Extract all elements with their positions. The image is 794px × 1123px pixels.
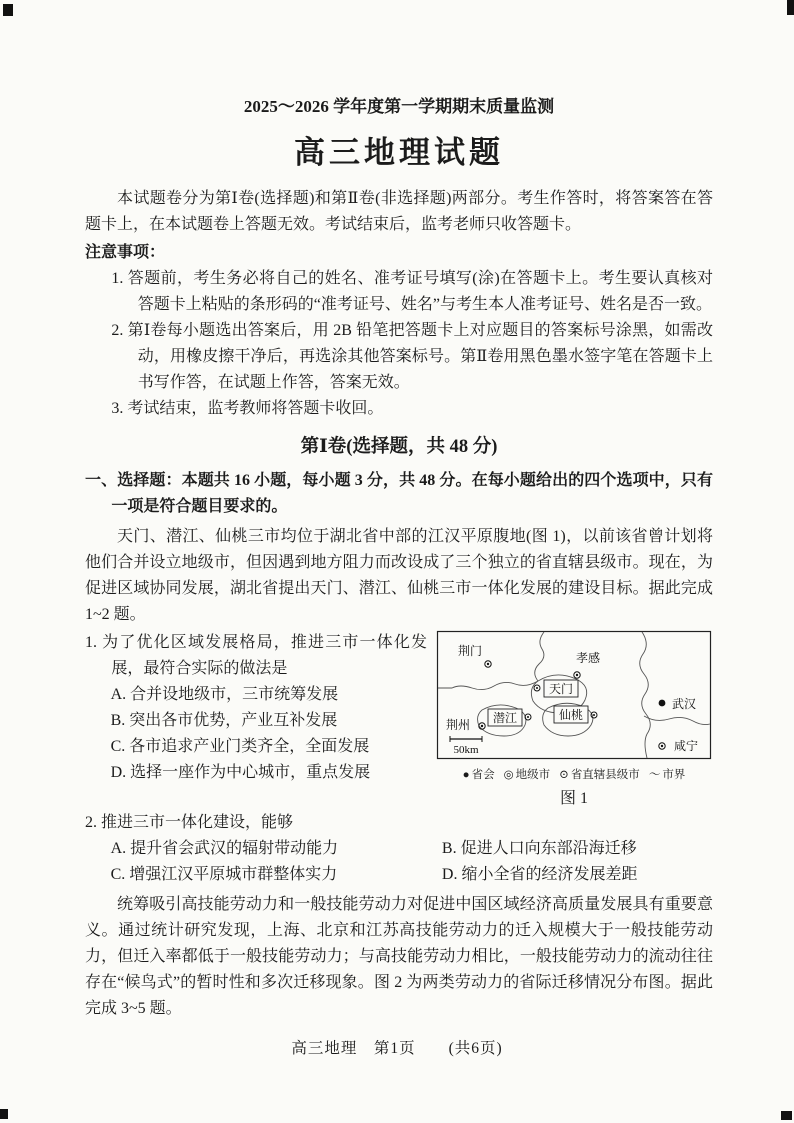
passage-1: 天门、潜江、仙桃三市均位于湖北省中部的江汉平原腹地(图 1)，以前该省曾计划将他们合并设立地级市，但因遇到地方阻力而改设成了三个独立的省直辖县级市。现在，为促进区域协同发展，湖北省提出天门、潜江、仙桃三市一体化发展的建设目标。据此完成 1~2 题。 (85, 528, 713, 623)
question2-option-c: C. 增强江汉平原城市群整体实力 (110, 866, 338, 883)
boundary-line (438, 681, 538, 690)
question1-option-b: B. 突出各市优势，产业互补发展 (110, 712, 338, 729)
jingzhou-label: 荆州 (445, 718, 471, 732)
note-item-2: 2. 第Ⅰ卷每小题选出答案后，用 2B 铅笔把答题卡上对应题目的答案标号涂黑，如需改动，用橡皮擦干净后，再选涂其他答案标号。第Ⅱ卷用黑色墨水签字笔在答题卡上书写作答，在试题上作答，答案无效。 (111, 322, 713, 391)
question2-stem: 2. 推进三市一体化建设，能够 (85, 814, 294, 831)
tianmen-label: 天门 (548, 682, 574, 696)
jingmen-label: 荆门 (457, 644, 483, 658)
hubei-map (436, 630, 712, 762)
figure1-caption: 图 1 (559, 790, 588, 807)
question1-option-c: C. 各市追求产业门类齐全，全面发展 (110, 738, 370, 755)
boundary-line (640, 632, 651, 758)
question2-option-a: A. 提升省会武汉的辐射带动能力 (110, 840, 339, 857)
xianning-city-marker (659, 743, 665, 749)
scan-artifact (781, 1111, 792, 1120)
legend-prefecture-city (504, 767, 551, 783)
page-title: 高三地理试题 (294, 135, 504, 170)
capital-icon: ● (462, 769, 470, 781)
legend-county-label: 省直辖县级市 (570, 769, 640, 781)
exam-session-title: 2025～2026 学年度第一学期期末质量监测 (243, 97, 555, 116)
qianjiang-label: 潜江 (492, 711, 518, 725)
xianning-label: 咸宁 (673, 739, 699, 753)
prefecture-city-icon: ◎ (503, 769, 514, 781)
question2-option-d: D. 缩小全省的经济发展差距 (441, 866, 638, 883)
boundary-line-icon: ～ (648, 769, 661, 781)
question1-stem: 1. 为了优化区域发展格局，推进三市一体化发展，最符合实际的做法是 (85, 634, 427, 677)
jingmen-city-marker (485, 661, 491, 667)
xiaogan-city-marker (574, 672, 580, 678)
scan-artifact (0, 1109, 8, 1119)
county-city-icon: ⊙ (559, 769, 569, 781)
scale-label: 50km (453, 744, 479, 756)
section1-instruction: 一、选择题：本题共 16 小题，每小题 3 分，共 48 分。在每小题给出的四个选项中，只有一项是符合题目要求的。 (85, 472, 713, 515)
boundary-line (644, 716, 710, 725)
legend-capital (463, 767, 495, 783)
figure-1 (435, 630, 713, 810)
boundary-line (535, 632, 544, 681)
legend-prefecture-label: 地级市 (515, 769, 551, 781)
section1-heading: 第Ⅰ卷(选择题，共 48 分) (300, 437, 498, 457)
page-footer: 高三地理 第1页 (共6页) (291, 1040, 503, 1057)
notes-heading: 注意事项： (85, 244, 166, 261)
question2-options (85, 836, 713, 888)
question2-option-b: B. 促进人口向东部沿海迁移 (441, 840, 637, 857)
intro-paragraph: 本试题卷分为第Ⅰ卷(选择题)和第Ⅱ卷(非选择题)两部分。考生作答时，将答案答在答题卡上，在本试题卷上答题无效。考试结束后，监考老师只收答题卡。 (85, 190, 713, 233)
wuhan-capital-marker (659, 700, 666, 707)
note-item-1: 1. 答题前，考生务必将自己的姓名、准考证号填写(涂)在答题卡上。考生要认真核对答题卡上粘贴的条形码的“准考证号、姓名”与考生本人准考证号、姓名是否一致。 (111, 270, 713, 313)
xiaogan-label: 孝感 (575, 651, 601, 665)
wuhan-label: 武汉 (671, 697, 697, 711)
legend-boundary (649, 767, 686, 783)
xiantao-label: 仙桃 (558, 708, 584, 722)
question-1 (85, 630, 427, 810)
jingzhou-city-marker (479, 723, 485, 729)
question1-option-d: D. 选择一座作为中心城市，重点发展 (110, 764, 371, 781)
scan-artifact (3, 4, 13, 16)
legend-capital-label: 省会 (471, 769, 495, 781)
question1-option-a: A. 合并设地级市，三市统筹发展 (110, 686, 339, 703)
legend-boundary-label: 市界 (662, 769, 686, 781)
question1-figure-row (85, 630, 713, 810)
scan-artifact (787, 0, 794, 15)
legend-county-city (559, 767, 640, 783)
note-item-3: 3. 考试结束，监考教师将答题卡收回。 (111, 400, 384, 417)
figure1-legend (435, 767, 713, 783)
question-2 (85, 810, 713, 888)
tianmen-county-marker (534, 685, 540, 691)
passage-2: 统筹吸引高技能劳动力和一般技能劳动力对促进中国区域经济高质量发展具有重要意义。通过统计研究发现，上海、北京和江苏高技能劳动力的迁入规模大于一般技能劳动力，但迁入率都低于一般技能劳动力；与高技能劳动力相比，一般技能劳动力的流动往往存在“候鸟式”的暂时性和多次迁移现象。图 2 为两类劳动力的省际迁移情况分布图。据此完成 3~5 题。 (85, 896, 713, 1017)
page-content (85, 96, 713, 1022)
